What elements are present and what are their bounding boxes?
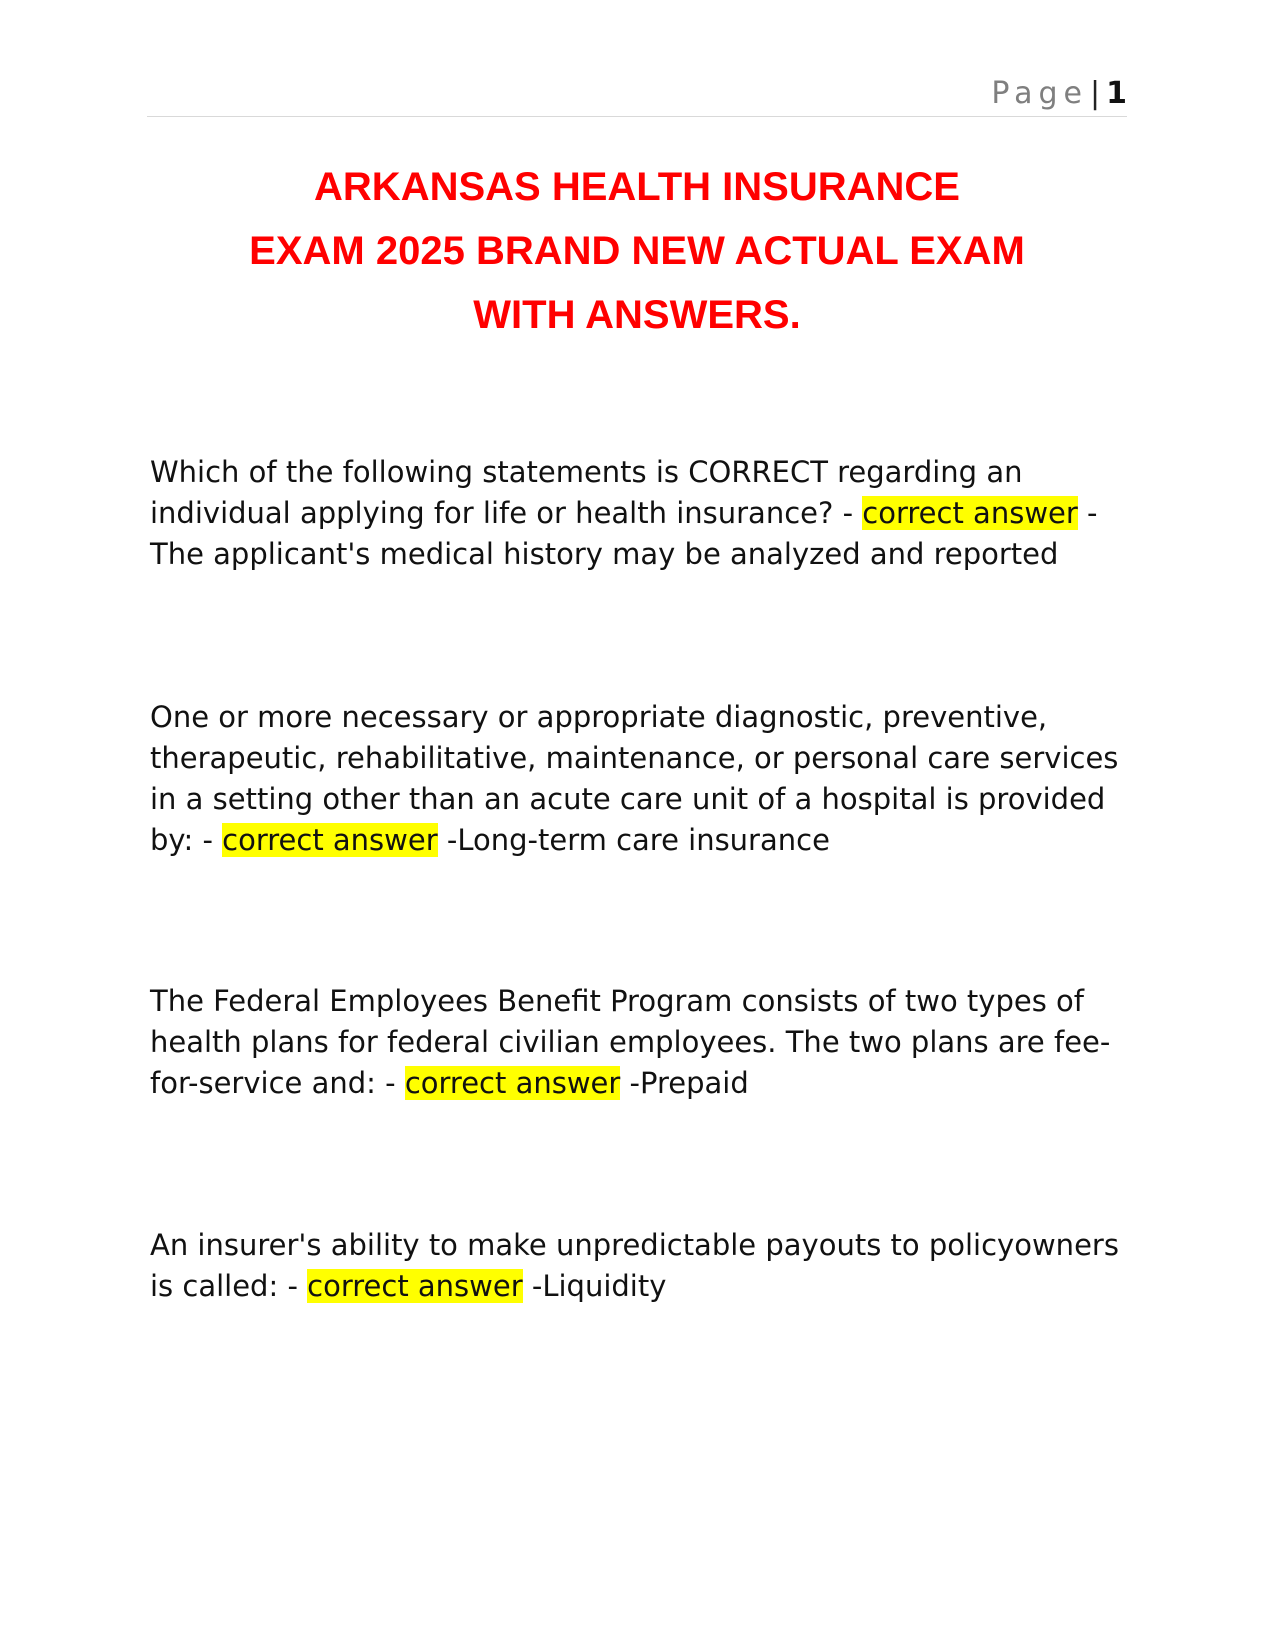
- qa-item-1: [150, 452, 1135, 575]
- question-text: Which of the following statements is CORRECT regarding an individual applying for life or health insurance? -: [150, 455, 1023, 530]
- page-number-label: [991, 76, 1127, 112]
- answer-text: -Liquidity: [522, 1269, 667, 1303]
- page-word: Page: [991, 76, 1089, 111]
- qa-item-3: [150, 981, 1135, 1104]
- page-header: [147, 70, 1127, 117]
- qa-item-2: [150, 697, 1135, 861]
- answer-text: -Long-term care insurance: [437, 823, 830, 857]
- question-text: The Federal Employees Benefit Program consists of two types of health plans for federal civilian employees. The two plans are fee-for-service and: -: [150, 984, 1111, 1100]
- answer-text: -Prepaid: [620, 1066, 749, 1100]
- question-text: One or more necessary or appropriate diagnostic, preventive, therapeutic, rehabilitative, maintenance, or personal care services in a setting other than an acute care unit of a hospital is provided by: -: [150, 700, 1119, 857]
- page-separator: |: [1090, 76, 1101, 111]
- correct-answer-marker: correct answer: [307, 1269, 523, 1303]
- title-line-1: ARKANSAS HEALTH INSURANCE: [314, 165, 960, 209]
- question-text: An insurer's ability to make unpredictable payouts to policyowners is called: -: [150, 1228, 1119, 1303]
- correct-answer-marker: correct answer: [862, 496, 1078, 530]
- page-number: 1: [1106, 76, 1127, 111]
- document-title: [147, 155, 1127, 347]
- answer-text: -The applicant's medical history may be analyzed and reported: [150, 496, 1098, 571]
- title-line-3: WITH ANSWERS.: [473, 293, 801, 337]
- correct-answer-marker: correct answer: [404, 1066, 621, 1100]
- title-line-2: EXAM 2025 BRAND NEW ACTUAL EXAM: [249, 229, 1025, 273]
- correct-answer-marker: correct answer: [222, 823, 438, 857]
- qa-item-4: [150, 1225, 1135, 1307]
